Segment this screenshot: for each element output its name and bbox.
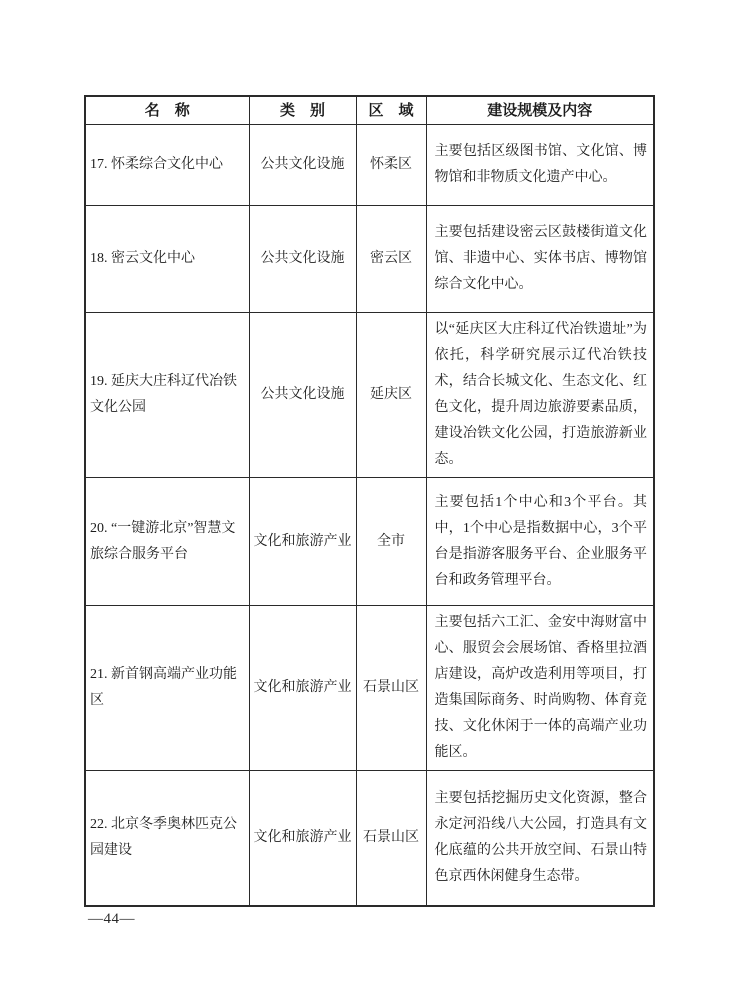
col-header-content: 建设规模及内容	[426, 96, 654, 125]
col-header-region: 区 域	[356, 96, 426, 125]
project-region: 石景山区	[356, 606, 426, 771]
project-category: 文化和旅游产业	[249, 478, 356, 606]
project-category: 文化和旅游产业	[249, 771, 356, 906]
project-content: 主要包括挖掘历史文化资源，整合永定河沿线八大公园，打造具有文化底蕴的公共开放空间、石景山特色京西休闲健身生态带。	[426, 771, 654, 906]
table-row	[85, 478, 654, 606]
header-row	[85, 96, 654, 125]
project-name: 22. 北京冬季奥林匹克公园建设	[85, 771, 249, 906]
project-region: 全市	[356, 478, 426, 606]
table-row	[85, 206, 654, 313]
project-content: 主要包括六工汇、金安中海财富中心、服贸会会展场馆、香格里拉酒店建设，高炉改造利用等项目，打造集国际商务、时尚购物、体育竞技、文化休闲于一体的高端产业功能区。	[426, 606, 654, 771]
project-category: 公共文化设施	[249, 125, 356, 206]
col-header-category: 类 别	[249, 96, 356, 125]
project-name: 18. 密云文化中心	[85, 206, 249, 313]
project-content: 主要包括建设密云区鼓楼街道文化馆、非遗中心、实体书店、博物馆综合文化中心。	[426, 206, 654, 313]
table-row	[85, 125, 654, 206]
project-content: 主要包括区级图书馆、文化馆、博物馆和非物质文化遗产中心。	[426, 125, 654, 206]
page-number: —44—	[88, 911, 135, 927]
project-content: 主要包括1个中心和3个平台。其中，1个中心是指数据中心，3个平台是指游客服务平台、企业服务平台和政务管理平台。	[426, 478, 654, 606]
project-name: 17. 怀柔综合文化中心	[85, 125, 249, 206]
project-category: 公共文化设施	[249, 313, 356, 478]
table-row	[85, 606, 654, 771]
project-category: 文化和旅游产业	[249, 606, 356, 771]
project-content: 以“延庆区大庄科辽代冶铁遗址”为依托，科学研究展示辽代冶铁技术，结合长城文化、生态文化、红色文化，提升周边旅游要素品质，建设冶铁文化公园，打造旅游新业态。	[426, 313, 654, 478]
project-region: 延庆区	[356, 313, 426, 478]
project-name: 20. “一键游北京”智慧文旅综合服务平台	[85, 478, 249, 606]
project-region: 密云区	[356, 206, 426, 313]
table-row	[85, 313, 654, 478]
projects-table	[84, 95, 655, 907]
col-header-name: 名 称	[85, 96, 249, 125]
table-row	[85, 771, 654, 906]
project-name: 19. 延庆大庄科辽代冶铁文化公园	[85, 313, 249, 478]
project-name: 21. 新首钢高端产业功能区	[85, 606, 249, 771]
project-region: 怀柔区	[356, 125, 426, 206]
project-region: 石景山区	[356, 771, 426, 906]
project-category: 公共文化设施	[249, 206, 356, 313]
